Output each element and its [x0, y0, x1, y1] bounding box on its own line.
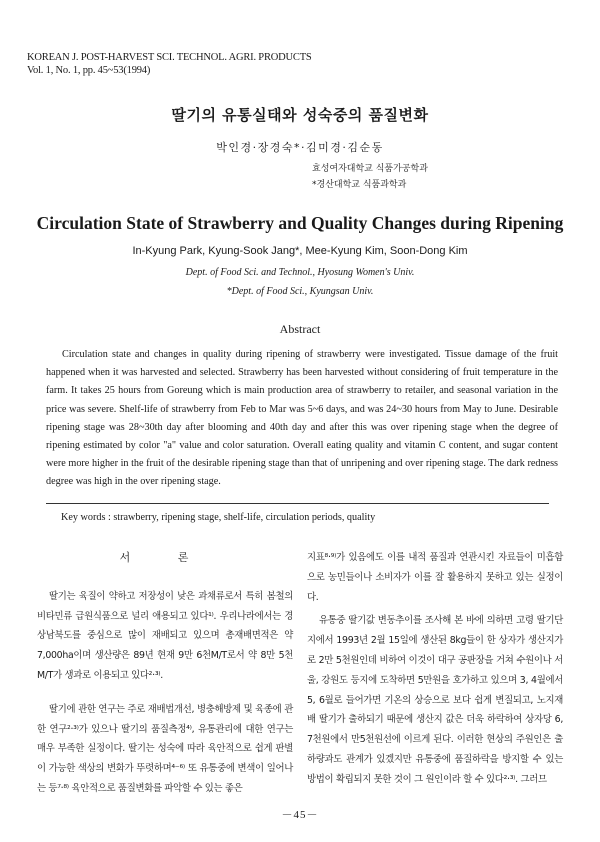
paragraph: 딸기는 육질이 약하고 저장성이 낮은 과채류로서 특히 봄철의 비타민류 급원식품으로 널리 애용되고 있다¹⁾. 우리나라에서는 경상남북도를 중심으로 많이 재배되고 있으며 총재배면적은 약 7,000ha이며 생산량은 89년 현재 9만 6천M/T로서 약 8만 5천 M/T가 생과로 이용되고 있다²·³⁾. [37, 590, 293, 681]
abstract-text: Circulation state and changes in quality during ripening of strawberry were investigated. Tissue damage of the fruit happened when it was harvested and selected. Strawberry has been harvested without considering of fruit temperature in the farm. It takes 25 hours from Goreung which is main production area of strawberry to retailer, and seasonal variation in the price was severe. Shelf-life of strawberry from Feb to Mar was 5~6 days, and was 24~30 hours from May to June. Desirable ripening stage was 28~30th day after blooming and 40th day and after this was over ripening stage when the degree of ripening estimated by color "a" value and color saturation. Overall eating quality and vitamin C content, and sugar content were more higher in the fruit of the desirable ripening stage than that of unripening and over ripening stage. The dark redness degree was high in the over ripening stage. [46, 349, 558, 488]
english-authors: In-Kyung Park, Kyung-Sook Jang*, Mee-Kyung Kim, Soon-Dong Kim [132, 245, 468, 257]
korean-authors: 박인경·장경숙*·김미경·김순동 [216, 141, 384, 154]
journal-name: KOREAN J. POST-HARVEST SCI. TECHNOL. AGRI. PRODUCTS [27, 52, 312, 63]
journal-header [27, 52, 312, 77]
paragraph: 유통중 딸기값 변동추이를 조사해 본 바에 의하면 고령 딸기단지에서 1993년 2월 15일에 생산된 8kg들이 한 상자가 생산지가로 2만 5천원인데 비하여 이것이 대구 공판장을 거쳐 수원이나 서울, 강원도 등지에 도착하면 5만원을 호가하고 있으며 3, 4월에서 5, 6월로 들어가면 기온의 상승으로 보다 쉽게 변질되고, 노지재배 딸기가 출하되기 때문에 생산지 값은 더욱 하락하여 상자당 6, 7천원에서 만5천원선에 이르게 된다. 이러한 현상의 주원인은 출하량과도 관계가 있겠지만 유통중에 품질하락을 방지할 수 있는 방법이 확립되지 못한 것이 그 원인이라 할 수 있다²·³⁾. 그러므 [307, 615, 563, 785]
keywords: Key words : strawberry, ripening stage, shelf-life, circulation periods, quality [61, 512, 376, 523]
english-affiliation-1: Dept. of Food Sci. and Technol., Hyosung Women's Univ. [185, 267, 415, 278]
english-title: Circulation State of Strawberry and Quality Changes during Ripening [36, 213, 564, 233]
korean-title: 딸기의 유통실태와 성숙중의 품질변화 [171, 106, 429, 124]
english-affiliations [0, 263, 600, 301]
paragraph: 지표⁸·⁹⁾가 있음에도 이를 내적 품질과 연관시킨 자료들이 미흡함으로 농민들이나 소비자가 이를 잘 활용하지 못하고 있는 실정이다. [307, 552, 563, 603]
abstract-heading: Abstract [279, 322, 321, 336]
divider [46, 503, 549, 504]
korean-affiliation-1: 효성여자대학교 식품가공학과 [312, 164, 428, 174]
journal-volume: Vol. 1, No. 1, pp. 45~53(1994) [27, 64, 151, 76]
korean-affiliations [312, 161, 428, 193]
paragraph: 딸기에 관한 연구는 주로 재배법개선, 병충해방제 및 육종에 관한 연구²·³⁾가 있으나 딸기의 품질측정⁴⁾, 유통관리에 대한 연구는 매우 부족한 실정이다. 딸기는 성숙에 따라 육안적으로 쉽게 판별이 가능한 색상의 변화가 뚜렷하며⁴⁻⁶⁾ 또 유통중에 변색이 일어나는 등⁷·⁸⁾ 육안적으로 품질변화를 파악할 수 있는 좋은 [37, 703, 293, 794]
english-affiliation-2: *Dept. of Food Sci., Kyungsan Univ. [226, 286, 374, 297]
body-column-left [37, 548, 293, 799]
page-number: －45－ [281, 809, 319, 821]
body-column-right [307, 548, 563, 790]
section-title: 서 론 [119, 551, 211, 564]
korean-affiliation-2: *경산대학교 식품과학과 [312, 180, 407, 190]
